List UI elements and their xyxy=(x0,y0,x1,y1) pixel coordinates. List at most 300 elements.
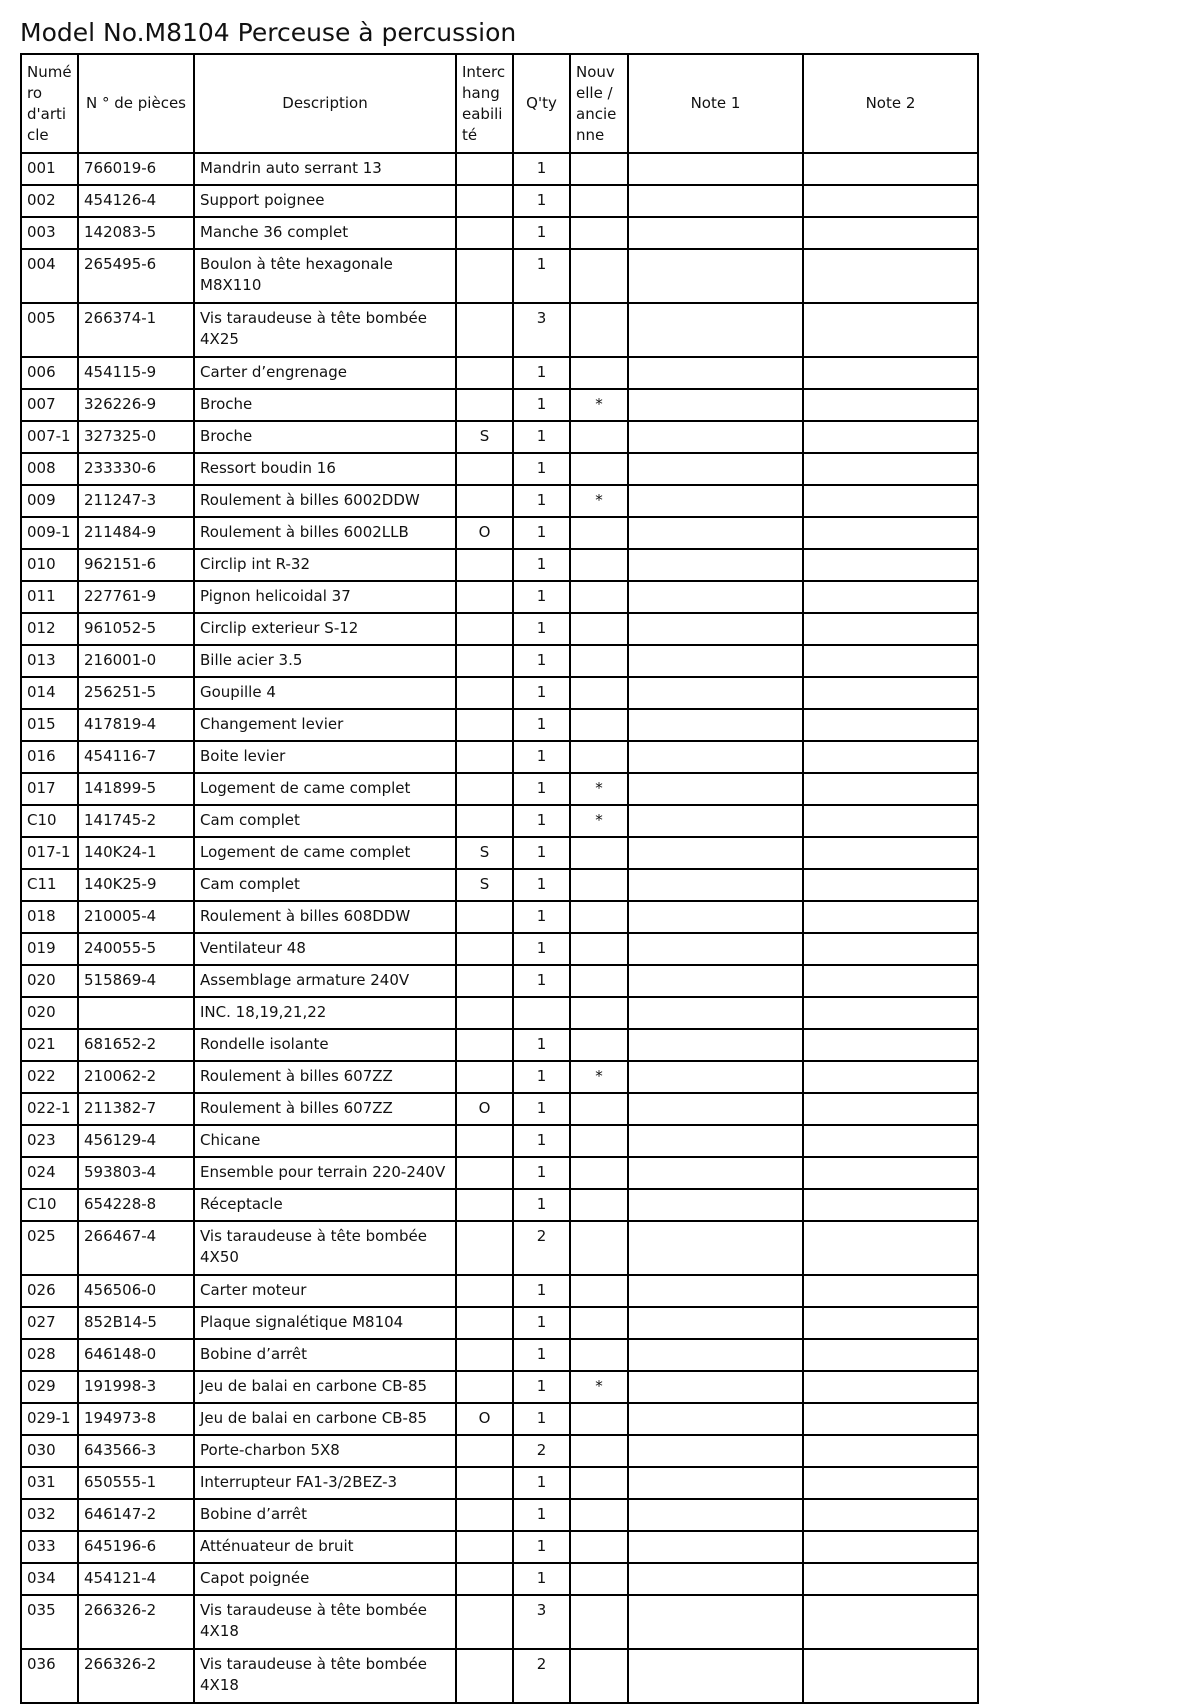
item-number-cell: 018 xyxy=(21,901,78,933)
table-row xyxy=(21,1595,978,1649)
interchangeability-cell xyxy=(456,1157,513,1189)
table-row xyxy=(21,805,978,837)
new-old-cell: * xyxy=(570,1371,628,1403)
note-2-cell xyxy=(803,1339,978,1371)
description-cell: Roulement à billes 6002LLB xyxy=(194,517,456,549)
note-1-cell xyxy=(628,1093,803,1125)
new-old-cell xyxy=(570,613,628,645)
table-row xyxy=(21,741,978,773)
new-old-cell xyxy=(570,1467,628,1499)
description-cell: Changement levier xyxy=(194,709,456,741)
new-old-cell xyxy=(570,645,628,677)
note-1-cell xyxy=(628,901,803,933)
note-1-cell xyxy=(628,677,803,709)
description-cell: Vis taraudeuse à tête bombée 4X18 xyxy=(194,1595,456,1649)
quantity-cell: 1 xyxy=(513,805,570,837)
part-number-cell: 266467-4 xyxy=(78,1221,194,1275)
quantity-cell: 1 xyxy=(513,613,570,645)
table-row xyxy=(21,1061,978,1093)
new-old-cell xyxy=(570,1275,628,1307)
interchangeability-cell xyxy=(456,645,513,677)
interchangeability-cell: O xyxy=(456,517,513,549)
table-row xyxy=(21,453,978,485)
new-old-cell xyxy=(570,1157,628,1189)
part-number-cell: 210005-4 xyxy=(78,901,194,933)
item-number-cell: 028 xyxy=(21,1339,78,1371)
description-cell: Mandrin auto serrant 13 xyxy=(194,153,456,185)
table-row xyxy=(21,1403,978,1435)
item-number-cell: 020 xyxy=(21,965,78,997)
quantity-cell: 1 xyxy=(513,581,570,613)
table-row xyxy=(21,1275,978,1307)
new-old-cell xyxy=(570,933,628,965)
quantity-cell: 2 xyxy=(513,1435,570,1467)
description-cell: Bobine d’arrêt xyxy=(194,1339,456,1371)
quantity-cell: 1 xyxy=(513,549,570,581)
note-1-cell xyxy=(628,1371,803,1403)
interchangeability-cell xyxy=(456,933,513,965)
description-cell: Interrupteur FA1-3/2BEZ-3 xyxy=(194,1467,456,1499)
quantity-cell: 1 xyxy=(513,1125,570,1157)
description-cell: Vis taraudeuse à tête bombée 4X25 xyxy=(194,303,456,357)
note-2-cell xyxy=(803,421,978,453)
interchangeability-cell xyxy=(456,901,513,933)
page-title: Model No.M8104 Perceuse à percussion xyxy=(20,18,517,47)
part-number-cell: 191998-3 xyxy=(78,1371,194,1403)
description-cell: Boulon à tête hexagonale M8X110 xyxy=(194,249,456,303)
item-number-cell: C11 xyxy=(21,869,78,901)
part-number-cell: 961052-5 xyxy=(78,613,194,645)
table-row xyxy=(21,1649,978,1703)
parts-table-body xyxy=(21,153,978,1703)
quantity-cell: 1 xyxy=(513,773,570,805)
note-2-cell xyxy=(803,997,978,1029)
quantity-cell: 1 xyxy=(513,185,570,217)
interchangeability-cell xyxy=(456,965,513,997)
item-number-cell: 009-1 xyxy=(21,517,78,549)
description-cell: Carter d’engrenage xyxy=(194,357,456,389)
note-1-cell xyxy=(628,303,803,357)
table-row xyxy=(21,1221,978,1275)
part-number-cell: 211382-7 xyxy=(78,1093,194,1125)
new-old-cell xyxy=(570,1125,628,1157)
item-number-cell: 008 xyxy=(21,453,78,485)
item-number-cell: 029-1 xyxy=(21,1403,78,1435)
header-new-old: Nouvelle / ancienne xyxy=(570,54,628,153)
note-2-cell xyxy=(803,357,978,389)
item-number-cell: 012 xyxy=(21,613,78,645)
quantity-cell: 1 xyxy=(513,709,570,741)
part-number-cell: 141745-2 xyxy=(78,805,194,837)
new-old-cell xyxy=(570,1221,628,1275)
table-row xyxy=(21,901,978,933)
quantity-cell: 1 xyxy=(513,485,570,517)
description-cell: Ventilateur 48 xyxy=(194,933,456,965)
interchangeability-cell xyxy=(456,1275,513,1307)
table-row xyxy=(21,1563,978,1595)
item-number-cell: 021 xyxy=(21,1029,78,1061)
part-number-cell: 454115-9 xyxy=(78,357,194,389)
description-cell: Logement de came complet xyxy=(194,773,456,805)
part-number-cell: 266374-1 xyxy=(78,303,194,357)
table-row xyxy=(21,217,978,249)
quantity-cell: 3 xyxy=(513,1595,570,1649)
quantity-cell: 1 xyxy=(513,965,570,997)
interchangeability-cell: S xyxy=(456,421,513,453)
description-cell: Chicane xyxy=(194,1125,456,1157)
note-2-cell xyxy=(803,1061,978,1093)
part-number-cell: 216001-0 xyxy=(78,645,194,677)
part-number-cell: 140K24-1 xyxy=(78,837,194,869)
header-quantity: Q'ty xyxy=(513,54,570,153)
note-1-cell xyxy=(628,805,803,837)
table-row xyxy=(21,517,978,549)
quantity-cell: 1 xyxy=(513,389,570,421)
description-cell: Vis taraudeuse à tête bombée 4X18 xyxy=(194,1649,456,1703)
note-1-cell xyxy=(628,1061,803,1093)
part-number-cell: 326226-9 xyxy=(78,389,194,421)
description-cell: Cam complet xyxy=(194,805,456,837)
interchangeability-cell xyxy=(456,549,513,581)
item-number-cell: 032 xyxy=(21,1499,78,1531)
table-row xyxy=(21,1029,978,1061)
description-cell: Broche xyxy=(194,421,456,453)
interchangeability-cell xyxy=(456,303,513,357)
description-cell: Vis taraudeuse à tête bombée 4X50 xyxy=(194,1221,456,1275)
note-2-cell xyxy=(803,1563,978,1595)
item-number-cell: 015 xyxy=(21,709,78,741)
table-row xyxy=(21,1307,978,1339)
new-old-cell xyxy=(570,869,628,901)
description-cell: Ressort boudin 16 xyxy=(194,453,456,485)
new-old-cell: * xyxy=(570,805,628,837)
interchangeability-cell xyxy=(456,1563,513,1595)
quantity-cell: 1 xyxy=(513,837,570,869)
note-1-cell xyxy=(628,1403,803,1435)
interchangeability-cell xyxy=(456,997,513,1029)
note-1-cell xyxy=(628,1435,803,1467)
new-old-cell xyxy=(570,1029,628,1061)
quantity-cell: 2 xyxy=(513,1221,570,1275)
note-1-cell xyxy=(628,1307,803,1339)
header-part-number: N ° de pièces xyxy=(78,54,194,153)
note-1-cell xyxy=(628,1029,803,1061)
quantity-cell: 1 xyxy=(513,645,570,677)
description-cell: Goupille 4 xyxy=(194,677,456,709)
note-1-cell xyxy=(628,1157,803,1189)
item-number-cell: 030 xyxy=(21,1435,78,1467)
part-number-cell: 233330-6 xyxy=(78,453,194,485)
table-row xyxy=(21,185,978,217)
interchangeability-cell xyxy=(456,1499,513,1531)
note-2-cell xyxy=(803,1189,978,1221)
item-number-cell: 005 xyxy=(21,303,78,357)
table-row xyxy=(21,581,978,613)
part-number-cell: 194973-8 xyxy=(78,1403,194,1435)
table-row xyxy=(21,613,978,645)
interchangeability-cell xyxy=(456,153,513,185)
note-2-cell xyxy=(803,1403,978,1435)
note-2-cell xyxy=(803,1125,978,1157)
description-cell: Réceptacle xyxy=(194,1189,456,1221)
table-row xyxy=(21,1467,978,1499)
interchangeability-cell xyxy=(456,485,513,517)
item-number-cell: 003 xyxy=(21,217,78,249)
part-number-cell: 962151-6 xyxy=(78,549,194,581)
description-cell: Circlip int R-32 xyxy=(194,549,456,581)
note-2-cell xyxy=(803,549,978,581)
item-number-cell: 022 xyxy=(21,1061,78,1093)
item-number-cell: 035 xyxy=(21,1595,78,1649)
note-2-cell xyxy=(803,303,978,357)
part-number-cell: 227761-9 xyxy=(78,581,194,613)
description-cell: Rondelle isolante xyxy=(194,1029,456,1061)
note-2-cell xyxy=(803,485,978,517)
description-cell: Roulement à billes 6002DDW xyxy=(194,485,456,517)
note-1-cell xyxy=(628,421,803,453)
table-row xyxy=(21,933,978,965)
note-2-cell xyxy=(803,773,978,805)
note-1-cell xyxy=(628,1649,803,1703)
new-old-cell xyxy=(570,1531,628,1563)
note-1-cell xyxy=(628,741,803,773)
item-number-cell: 022-1 xyxy=(21,1093,78,1125)
quantity-cell: 3 xyxy=(513,303,570,357)
item-number-cell: 029 xyxy=(21,1371,78,1403)
interchangeability-cell xyxy=(456,677,513,709)
note-1-cell xyxy=(628,185,803,217)
table-row xyxy=(21,1531,978,1563)
part-number-cell: 327325-0 xyxy=(78,421,194,453)
interchangeability-cell xyxy=(456,357,513,389)
new-old-cell xyxy=(570,1435,628,1467)
new-old-cell xyxy=(570,1339,628,1371)
new-old-cell: * xyxy=(570,773,628,805)
part-number-cell: 454121-4 xyxy=(78,1563,194,1595)
description-cell: Plaque signalétique M8104 xyxy=(194,1307,456,1339)
new-old-cell xyxy=(570,965,628,997)
note-2-cell xyxy=(803,153,978,185)
description-cell: Pignon helicoidal 37 xyxy=(194,581,456,613)
table-row xyxy=(21,1435,978,1467)
new-old-cell xyxy=(570,1595,628,1649)
description-cell: Bobine d’arrêt xyxy=(194,1499,456,1531)
description-cell: INC. 18,19,21,22 xyxy=(194,997,456,1029)
description-cell: Carter moteur xyxy=(194,1275,456,1307)
item-number-cell: 009 xyxy=(21,485,78,517)
quantity-cell: 1 xyxy=(513,249,570,303)
part-number-cell: 646147-2 xyxy=(78,1499,194,1531)
part-number-cell: 643566-3 xyxy=(78,1435,194,1467)
item-number-cell: 036 xyxy=(21,1649,78,1703)
interchangeability-cell xyxy=(456,709,513,741)
part-number-cell: 141899-5 xyxy=(78,773,194,805)
part-number-cell xyxy=(78,997,194,1029)
item-number-cell: 017 xyxy=(21,773,78,805)
new-old-cell xyxy=(570,1189,628,1221)
part-number-cell: 417819-4 xyxy=(78,709,194,741)
item-number-cell: 010 xyxy=(21,549,78,581)
part-number-cell: 240055-5 xyxy=(78,933,194,965)
note-1-cell xyxy=(628,1499,803,1531)
table-row xyxy=(21,1157,978,1189)
part-number-cell: 515869-4 xyxy=(78,965,194,997)
note-1-cell xyxy=(628,1189,803,1221)
note-1-cell xyxy=(628,869,803,901)
table-row xyxy=(21,1093,978,1125)
new-old-cell xyxy=(570,581,628,613)
part-number-cell: 456129-4 xyxy=(78,1125,194,1157)
item-number-cell: 023 xyxy=(21,1125,78,1157)
item-number-cell: 027 xyxy=(21,1307,78,1339)
quantity-cell: 1 xyxy=(513,1339,570,1371)
item-number-cell: 017-1 xyxy=(21,837,78,869)
note-2-cell xyxy=(803,1275,978,1307)
table-row xyxy=(21,1499,978,1531)
quantity-cell: 1 xyxy=(513,217,570,249)
quantity-cell: 1 xyxy=(513,1093,570,1125)
quantity-cell: 1 xyxy=(513,1307,570,1339)
table-row xyxy=(21,1339,978,1371)
description-cell: Roulement à billes 607ZZ xyxy=(194,1061,456,1093)
interchangeability-cell: S xyxy=(456,837,513,869)
note-1-cell xyxy=(628,153,803,185)
note-1-cell xyxy=(628,389,803,421)
interchangeability-cell xyxy=(456,453,513,485)
table-row xyxy=(21,1371,978,1403)
description-cell: Roulement à billes 608DDW xyxy=(194,901,456,933)
interchangeability-cell: O xyxy=(456,1403,513,1435)
description-cell: Assemblage armature 240V xyxy=(194,965,456,997)
note-1-cell xyxy=(628,453,803,485)
note-1-cell xyxy=(628,1467,803,1499)
quantity-cell: 1 xyxy=(513,677,570,709)
quantity-cell: 1 xyxy=(513,453,570,485)
table-row xyxy=(21,869,978,901)
part-number-cell: 852B14-5 xyxy=(78,1307,194,1339)
description-cell: Atténuateur de bruit xyxy=(194,1531,456,1563)
part-number-cell: 210062-2 xyxy=(78,1061,194,1093)
table-row xyxy=(21,1125,978,1157)
parts-table xyxy=(20,53,979,1704)
item-number-cell: 001 xyxy=(21,153,78,185)
table-row xyxy=(21,997,978,1029)
quantity-cell: 1 xyxy=(513,1499,570,1531)
interchangeability-cell xyxy=(456,741,513,773)
note-2-cell xyxy=(803,1029,978,1061)
note-1-cell xyxy=(628,485,803,517)
note-2-cell xyxy=(803,1531,978,1563)
interchangeability-cell xyxy=(456,217,513,249)
note-2-cell xyxy=(803,1467,978,1499)
new-old-cell xyxy=(570,1499,628,1531)
note-1-cell xyxy=(628,517,803,549)
new-old-cell xyxy=(570,549,628,581)
note-1-cell xyxy=(628,773,803,805)
header-row xyxy=(21,54,978,153)
new-old-cell xyxy=(570,249,628,303)
interchangeability-cell xyxy=(456,805,513,837)
note-1-cell xyxy=(628,581,803,613)
table-row xyxy=(21,965,978,997)
interchangeability-cell xyxy=(456,773,513,805)
interchangeability-cell xyxy=(456,1189,513,1221)
note-2-cell xyxy=(803,1499,978,1531)
table-row xyxy=(21,485,978,517)
table-row xyxy=(21,153,978,185)
new-old-cell xyxy=(570,303,628,357)
item-number-cell: C10 xyxy=(21,805,78,837)
new-old-cell xyxy=(570,901,628,933)
note-2-cell xyxy=(803,581,978,613)
interchangeability-cell xyxy=(456,1339,513,1371)
interchangeability-cell xyxy=(456,1061,513,1093)
part-number-cell: 650555-1 xyxy=(78,1467,194,1499)
note-2-cell xyxy=(803,1221,978,1275)
new-old-cell xyxy=(570,453,628,485)
item-number-cell: 031 xyxy=(21,1467,78,1499)
note-2-cell xyxy=(803,741,978,773)
item-number-cell: 024 xyxy=(21,1157,78,1189)
note-1-cell xyxy=(628,1221,803,1275)
quantity-cell: 1 xyxy=(513,1029,570,1061)
part-number-cell: 266326-2 xyxy=(78,1595,194,1649)
part-number-cell: 266326-2 xyxy=(78,1649,194,1703)
quantity-cell: 1 xyxy=(513,517,570,549)
note-2-cell xyxy=(803,1307,978,1339)
interchangeability-cell xyxy=(456,185,513,217)
note-1-cell xyxy=(628,837,803,869)
new-old-cell xyxy=(570,741,628,773)
description-cell: Bille acier 3.5 xyxy=(194,645,456,677)
note-2-cell xyxy=(803,965,978,997)
new-old-cell xyxy=(570,357,628,389)
new-old-cell xyxy=(570,677,628,709)
note-2-cell xyxy=(803,677,978,709)
part-number-cell: 140K25-9 xyxy=(78,869,194,901)
table-row xyxy=(21,645,978,677)
item-number-cell: 011 xyxy=(21,581,78,613)
note-2-cell xyxy=(803,453,978,485)
new-old-cell: * xyxy=(570,389,628,421)
description-cell: Support poignee xyxy=(194,185,456,217)
note-1-cell xyxy=(628,549,803,581)
note-2-cell xyxy=(803,1157,978,1189)
part-number-cell: 456506-0 xyxy=(78,1275,194,1307)
item-number-cell: 004 xyxy=(21,249,78,303)
interchangeability-cell xyxy=(456,1531,513,1563)
description-cell: Logement de came complet xyxy=(194,837,456,869)
part-number-cell: 593803-4 xyxy=(78,1157,194,1189)
note-2-cell xyxy=(803,869,978,901)
note-2-cell xyxy=(803,1435,978,1467)
note-1-cell xyxy=(628,1275,803,1307)
note-2-cell xyxy=(803,645,978,677)
note-1-cell xyxy=(628,965,803,997)
quantity-cell: 1 xyxy=(513,901,570,933)
new-old-cell xyxy=(570,837,628,869)
interchangeability-cell xyxy=(456,613,513,645)
quantity-cell: 1 xyxy=(513,1189,570,1221)
header-note-1: Note 1 xyxy=(628,54,803,153)
table-row xyxy=(21,549,978,581)
new-old-cell xyxy=(570,709,628,741)
note-1-cell xyxy=(628,613,803,645)
new-old-cell xyxy=(570,517,628,549)
note-2-cell xyxy=(803,805,978,837)
note-1-cell xyxy=(628,1563,803,1595)
part-number-cell: 211484-9 xyxy=(78,517,194,549)
